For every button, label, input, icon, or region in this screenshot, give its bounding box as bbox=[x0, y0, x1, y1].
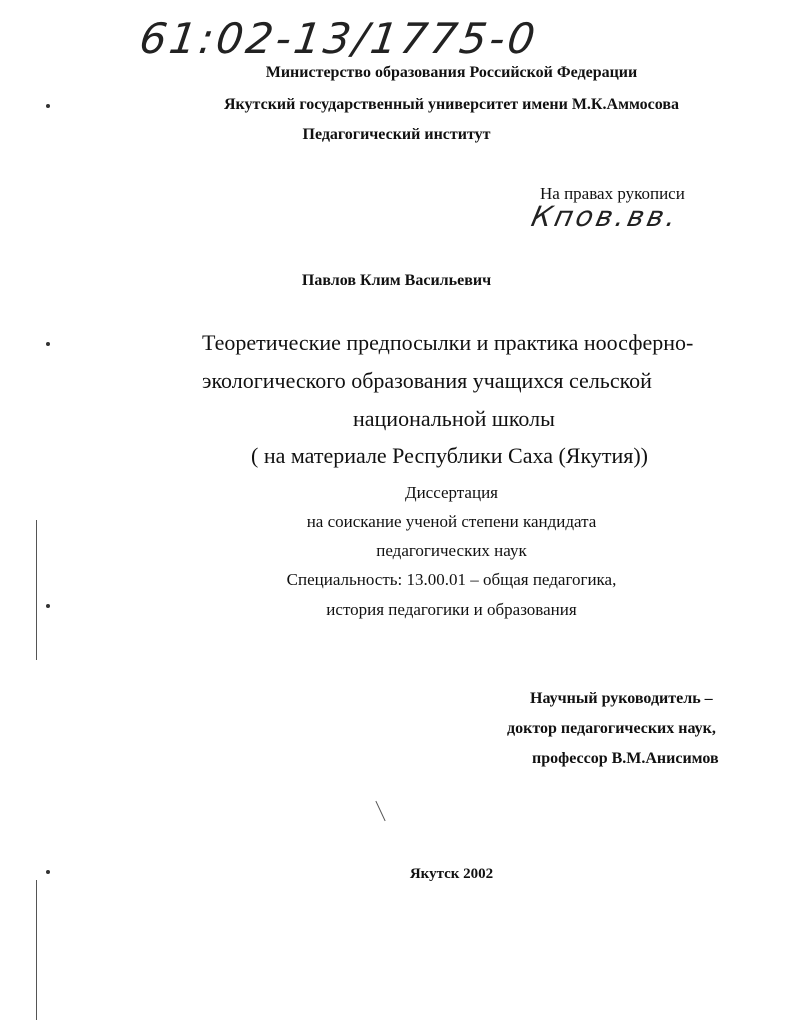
supervisor-line: профессор В.М.Анисимов bbox=[532, 750, 719, 767]
supervisor-line: доктор педагогических наук, bbox=[507, 720, 716, 737]
scan-artifact-dot bbox=[46, 342, 50, 346]
title-line: ( на материале Республики Саха (Якутия)) bbox=[251, 443, 648, 468]
dissertation-line: педагогических наук bbox=[376, 541, 527, 560]
specialty-line: история педагогики и образования bbox=[326, 600, 577, 619]
dissertation-line: на соискание ученой степени кандидата bbox=[306, 512, 597, 531]
ministry-name: Министерство образования Российской Федерации bbox=[265, 64, 638, 81]
university-name: Якутский государственный университет имени М.К.Аммосова bbox=[223, 96, 679, 113]
signature: Кпов.вв. bbox=[528, 200, 683, 233]
institute-name: Педагогический институт bbox=[302, 126, 491, 143]
specialty-line: Специальность: 13.00.01 – общая педагогика, bbox=[286, 570, 617, 589]
scan-artifact-line bbox=[375, 801, 385, 821]
title-line: Теоретические предпосылки и практика ноосферно- bbox=[202, 330, 694, 355]
dissertation-line: Диссертация bbox=[404, 483, 498, 502]
title-line: экологического образования учащихся сельской bbox=[202, 368, 652, 393]
manuscript-rights: На правах рукописи bbox=[540, 184, 685, 203]
city-year: Якутск 2002 bbox=[409, 866, 494, 882]
archive-number: 61:02-13/1775-0 bbox=[136, 14, 542, 63]
scan-artifact-line bbox=[36, 880, 37, 1020]
author-name: Павлов Клим Васильевич bbox=[301, 272, 492, 289]
supervisor-line: Научный руководитель – bbox=[530, 690, 713, 707]
title-line: национальной школы bbox=[353, 406, 555, 431]
